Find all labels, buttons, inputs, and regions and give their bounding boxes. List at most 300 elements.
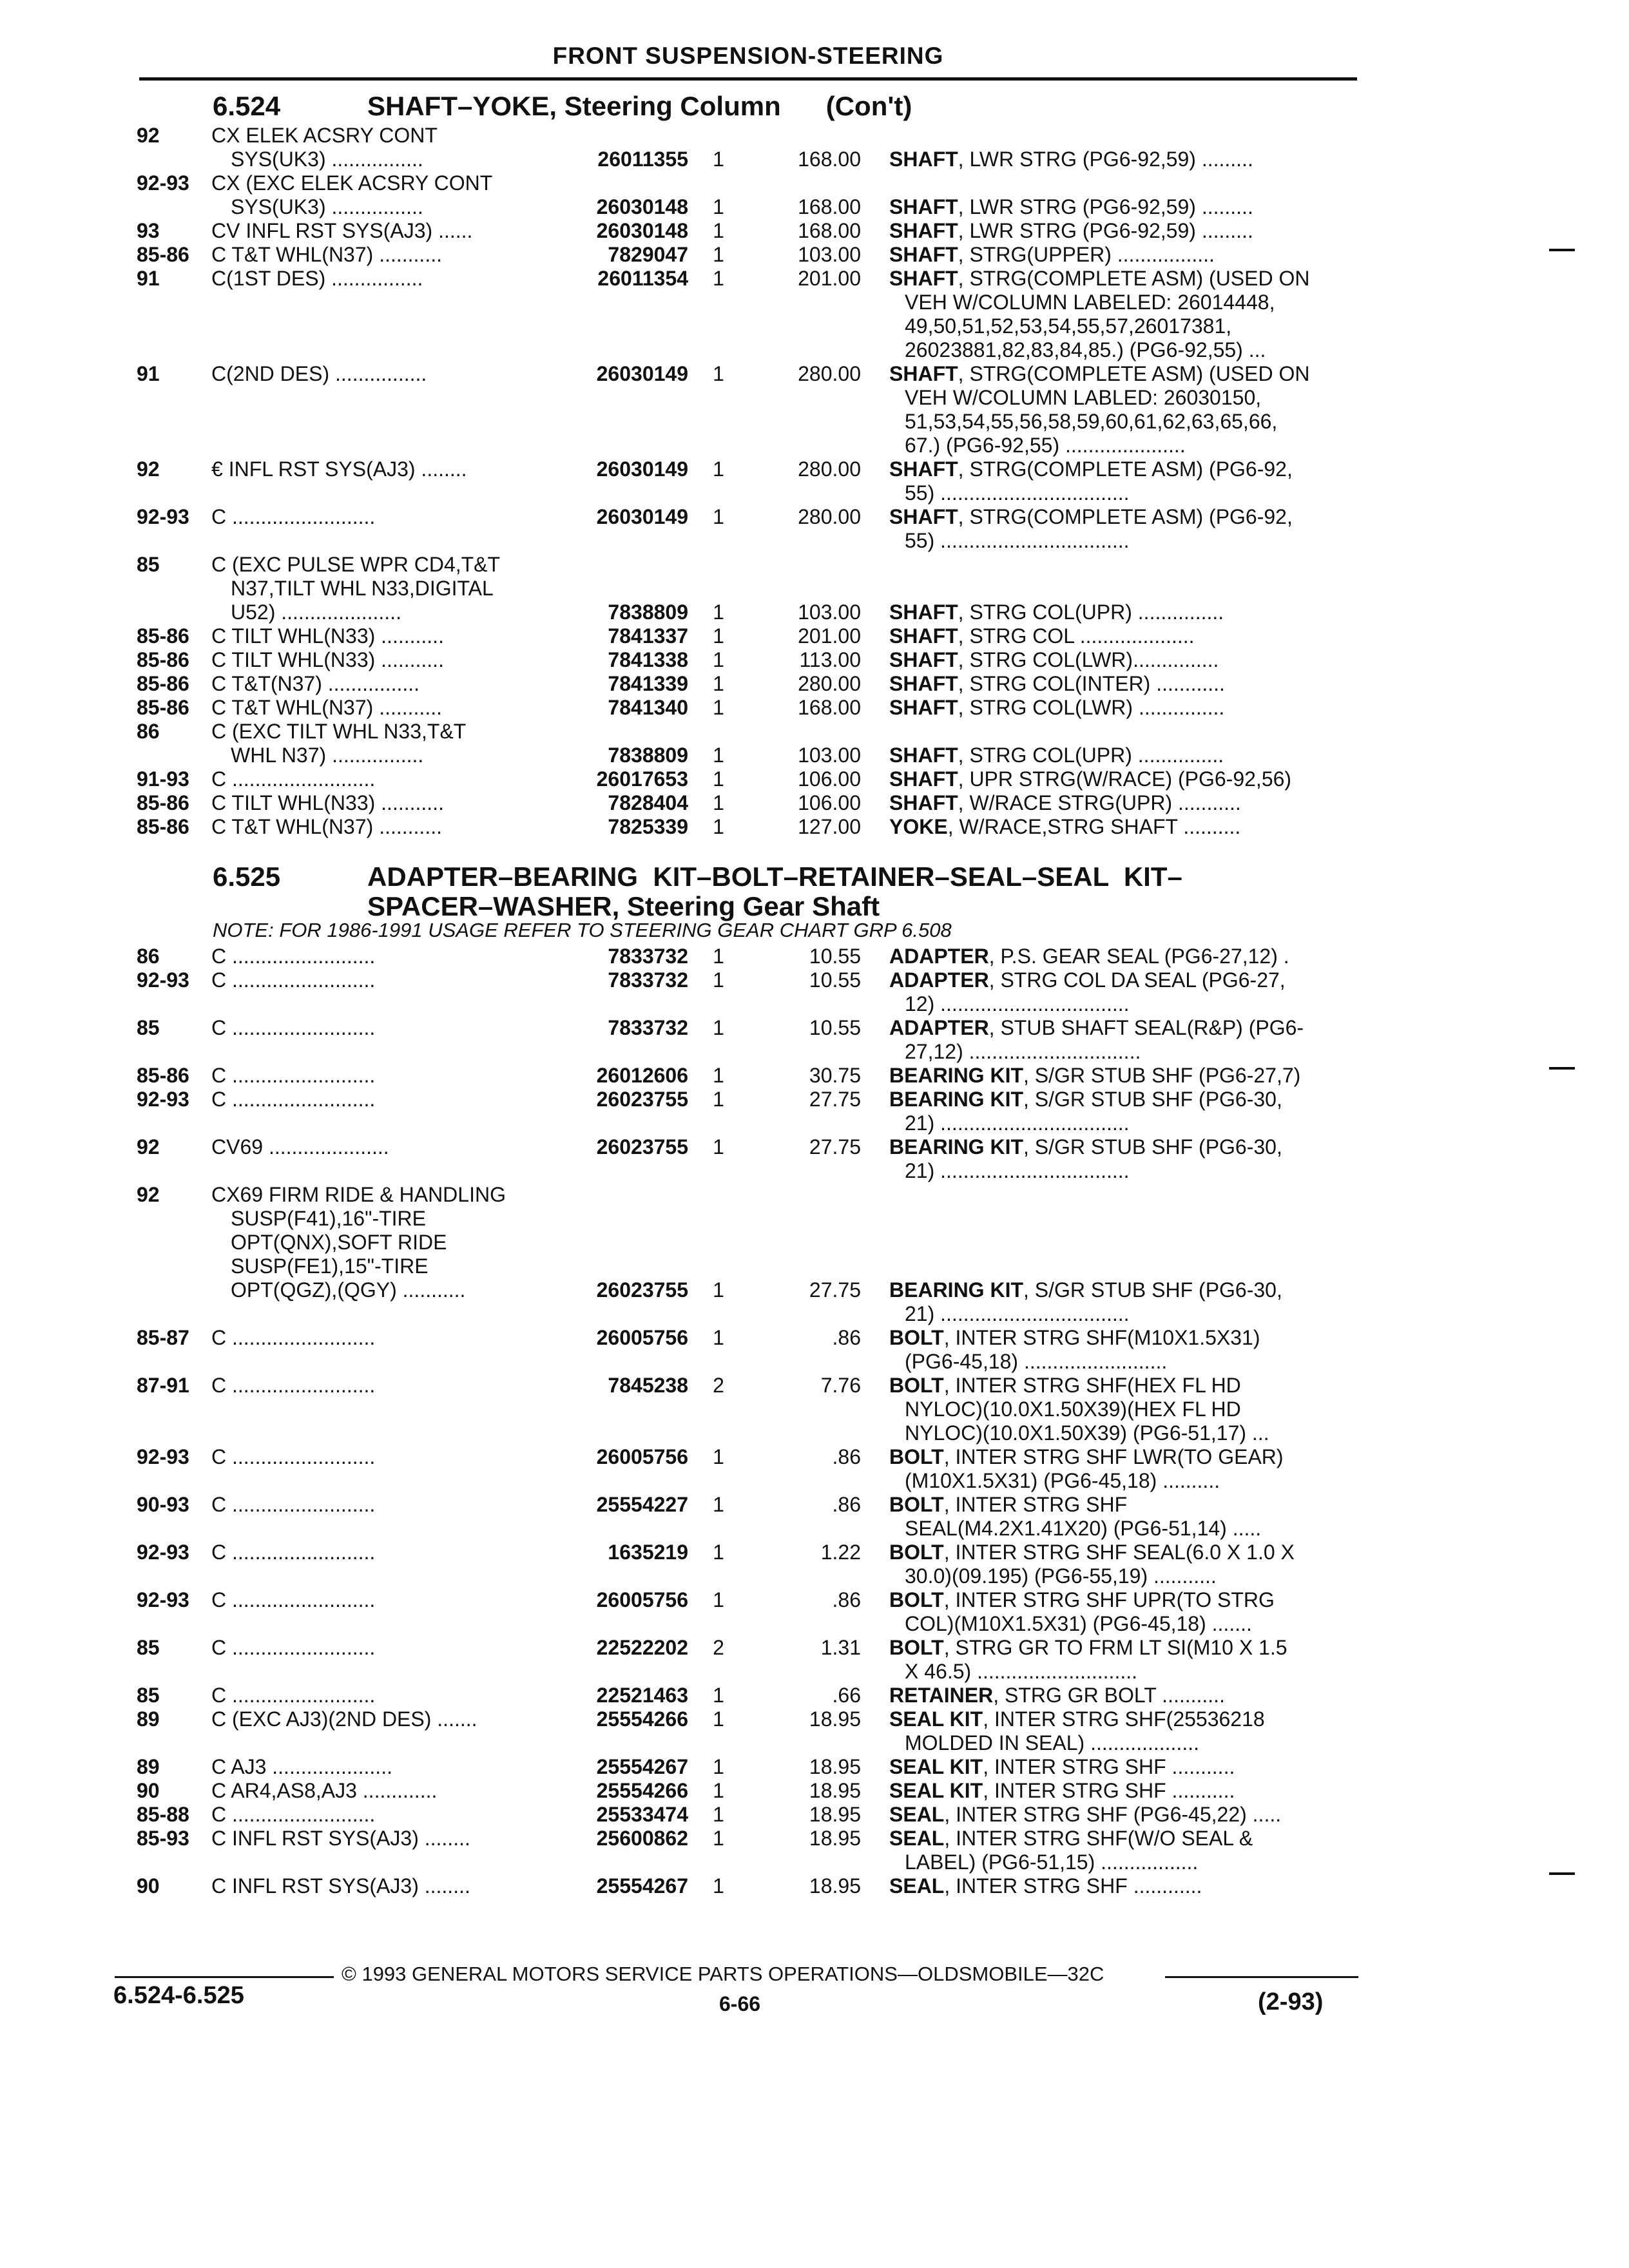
part-name — [889, 1779, 1353, 1803]
part-name-line — [889, 529, 1353, 553]
part-name-keyword: SHAFT — [889, 457, 958, 481]
part-number: 7845238 — [608, 1374, 688, 1397]
part-name-keyword: SEAL KIT — [889, 1755, 983, 1778]
quantity: 1 — [713, 1493, 724, 1516]
part-row — [0, 553, 1629, 624]
part-number: 22521463 — [596, 1684, 688, 1707]
part-name — [889, 148, 1353, 171]
part-name-line — [889, 1755, 1353, 1779]
model-year: 85-86 — [137, 648, 189, 671]
part-name-line — [889, 338, 1353, 362]
part-name-line — [889, 1064, 1353, 1088]
description-line: C(2ND DES) ................ — [211, 362, 427, 385]
part-name-text: , STRG COL(UPR) ............... — [958, 744, 1224, 767]
quantity: 1 — [713, 672, 724, 695]
part-name-line — [889, 1278, 1353, 1302]
part-name-text: 55) ................................. — [905, 481, 1130, 505]
list-price: 280.00 — [798, 362, 861, 385]
part-number: 7838809 — [608, 601, 688, 624]
quantity: 1 — [713, 267, 724, 290]
part-name-keyword: SEAL KIT — [889, 1707, 983, 1731]
description-line: CV INFL RST SYS(AJ3) ...... — [211, 219, 473, 242]
part-name-keyword: ADAPTER — [889, 1016, 989, 1039]
description-line: C ......................... — [211, 968, 376, 992]
description-line: C ......................... — [211, 1636, 376, 1659]
part-name-text: , STRG GR BOLT ........... — [993, 1684, 1225, 1707]
description-line: C INFL RST SYS(AJ3) ........ — [211, 1874, 470, 1898]
section-number: 6.524 — [213, 91, 281, 121]
part-number: 26030148 — [596, 195, 688, 218]
description-line: C ......................... — [211, 1374, 376, 1397]
part-name-line — [889, 481, 1353, 505]
part-name-line — [889, 1159, 1353, 1183]
part-name — [889, 1588, 1353, 1636]
part-name-line — [889, 457, 1353, 481]
quantity: 1 — [713, 1326, 724, 1349]
list-price: 18.95 — [809, 1827, 861, 1850]
part-name-line — [889, 410, 1353, 434]
part-name-text: 27,12) .............................. — [905, 1040, 1141, 1063]
part-number: 26005756 — [596, 1445, 688, 1468]
part-number: 26005756 — [596, 1326, 688, 1349]
part-name-keyword: BOLT — [889, 1541, 944, 1564]
part-number: 25554267 — [596, 1874, 688, 1898]
part-row — [0, 1016, 1629, 1064]
quantity: 1 — [713, 505, 724, 528]
quantity: 1 — [713, 219, 724, 242]
model-year: 92 — [137, 1135, 160, 1158]
description-line: CX69 FIRM RIDE & HANDLING — [211, 1183, 506, 1206]
part-name-line — [889, 815, 1353, 839]
part-name-keyword: SHAFT — [889, 767, 958, 791]
part-name — [889, 696, 1353, 720]
part-name-text: , UPR STRG(W/RACE) (PG6-92,56) — [958, 767, 1292, 791]
part-name-line — [889, 1088, 1353, 1111]
part-name — [889, 1803, 1353, 1827]
part-name-text: COL)(M10X1.5X31) (PG6-45,18) ....... — [905, 1612, 1252, 1635]
part-name-line — [889, 386, 1353, 410]
quantity: 1 — [713, 1684, 724, 1707]
footer-rule — [115, 1976, 334, 1978]
section-header — [213, 91, 912, 121]
part-number: 26017653 — [596, 767, 688, 791]
quantity: 1 — [713, 1064, 724, 1087]
description-line: U52) ..................... — [231, 601, 401, 624]
application-description — [211, 1779, 559, 1803]
model-year: 89 — [137, 1755, 160, 1778]
model-year: 90-93 — [137, 1493, 189, 1516]
part-name-line — [889, 1374, 1353, 1398]
model-year: 85 — [137, 1684, 160, 1707]
part-name-line — [889, 1731, 1353, 1755]
part-name-line — [889, 434, 1353, 457]
part-name-keyword: SHAFT — [889, 243, 958, 266]
part-row — [0, 457, 1629, 505]
part-name-text: , STRG COL(UPR) ............... — [958, 601, 1224, 624]
part-name-keyword: SHAFT — [889, 624, 958, 648]
part-name-line — [889, 267, 1353, 291]
part-name-line — [889, 1302, 1353, 1326]
part-name-line — [889, 1588, 1353, 1612]
description-line: C ......................... — [211, 1803, 376, 1826]
list-price: .86 — [832, 1445, 861, 1468]
application-description — [211, 243, 559, 267]
part-name-text: 51,53,54,55,56,58,59,60,61,62,63,65,66, — [905, 410, 1278, 433]
part-name — [889, 1135, 1353, 1183]
part-name-text: , S/GR STUB SHF (PG6-30, — [1023, 1278, 1282, 1302]
part-name-text: , INTER STRG SHF UPR(TO STRG — [943, 1588, 1275, 1611]
quantity: 1 — [713, 767, 724, 791]
application-description — [211, 1874, 559, 1898]
part-name — [889, 362, 1353, 457]
application-description — [211, 362, 559, 386]
part-name-line — [889, 1326, 1353, 1350]
part-row — [0, 1183, 1629, 1326]
application-description — [211, 767, 559, 791]
application-description — [211, 1445, 559, 1469]
model-year: 91 — [137, 267, 160, 290]
part-name-text: , W/RACE STRG(UPR) ........... — [958, 791, 1241, 814]
list-price: 113.00 — [799, 648, 861, 671]
part-name-keyword: SHAFT — [889, 791, 958, 814]
description-line: CX ELEK ACSRY CONT — [211, 124, 438, 147]
part-number: 25554227 — [596, 1493, 688, 1516]
application-description — [211, 267, 559, 291]
description-line: C ......................... — [211, 1445, 376, 1468]
model-year: 92-93 — [137, 171, 189, 195]
model-year: 92-93 — [137, 1445, 189, 1468]
model-year: 92-93 — [137, 1588, 189, 1611]
quantity: 1 — [713, 815, 724, 838]
part-name-line — [889, 1350, 1353, 1374]
part-number: 7833732 — [608, 968, 688, 992]
part-name — [889, 1278, 1353, 1326]
application-description — [211, 720, 559, 767]
part-name-text: 12) ................................. — [905, 992, 1130, 1015]
part-name-keyword: SEAL — [889, 1803, 945, 1826]
quantity: 1 — [713, 945, 724, 968]
description-line: SUSP(F41),16"-TIRE — [231, 1207, 426, 1230]
list-price: 280.00 — [798, 672, 861, 695]
part-name-line — [889, 696, 1353, 720]
part-row — [0, 1541, 1629, 1588]
list-price: 103.00 — [798, 744, 861, 767]
part-name-line — [889, 1541, 1353, 1564]
section-number: 6.525 — [213, 861, 281, 892]
list-price: 280.00 — [798, 457, 861, 481]
part-name-text: 49,50,51,52,53,54,55,57,26017381, — [905, 314, 1232, 338]
model-year: 85 — [137, 553, 160, 576]
part-row — [0, 945, 1629, 968]
quantity: 1 — [713, 968, 724, 992]
description-line: C ......................... — [211, 1493, 376, 1516]
description-line: WHL N37) ................ — [231, 744, 424, 767]
part-row — [0, 1445, 1629, 1493]
application-description — [211, 1755, 559, 1779]
list-price: 30.75 — [809, 1064, 861, 1087]
part-name-line — [889, 1135, 1353, 1159]
part-name-line — [889, 1850, 1353, 1874]
part-name-text: , INTER STRG SHF(W/O SEAL & — [944, 1827, 1253, 1850]
list-price: 18.95 — [809, 1874, 861, 1898]
application-description — [211, 1183, 559, 1302]
part-number: 7841338 — [608, 648, 688, 671]
part-name-line — [889, 148, 1353, 171]
part-name — [889, 672, 1353, 696]
part-name-keyword: ADAPTER — [889, 945, 989, 968]
application-description — [211, 1374, 559, 1398]
section-title: SHAFT–YOKE, Steering Column (Con't) — [367, 91, 912, 121]
description-line: C (EXC TILT WHL N33,T&T — [211, 720, 467, 743]
part-name-line — [889, 1469, 1353, 1493]
part-name-text: , INTER STRG SHF ........... — [983, 1779, 1235, 1802]
margin-mark — [1549, 249, 1575, 251]
section-note: NOTE: FOR 1986-1991 USAGE REFER TO STEERING GEAR CHART GRP 6.508 — [213, 919, 952, 941]
part-row — [0, 1088, 1629, 1135]
part-row — [0, 968, 1629, 1016]
list-price: 1.22 — [820, 1541, 861, 1564]
part-name-text: LABEL) (PG6-51,15) ................. — [905, 1850, 1199, 1874]
model-year: 89 — [137, 1707, 160, 1731]
list-price: 201.00 — [798, 624, 861, 648]
list-price: 127.00 — [798, 815, 861, 838]
part-name-text: VEH W/COLUMN LABELED: 26014448, — [905, 291, 1275, 314]
part-row — [0, 1755, 1629, 1779]
part-name — [889, 457, 1353, 505]
part-row — [0, 720, 1629, 767]
part-name-line — [889, 243, 1353, 267]
part-number: 26005756 — [596, 1588, 688, 1611]
list-price: 106.00 — [798, 791, 861, 814]
application-description — [211, 968, 559, 992]
application-description — [211, 1827, 559, 1850]
quantity: 1 — [713, 1135, 724, 1158]
part-row — [0, 672, 1629, 696]
part-name — [889, 1374, 1353, 1445]
part-name-keyword: SHAFT — [889, 267, 958, 290]
description-line: C T&T WHL(N37) ........... — [211, 696, 442, 719]
part-number: 26030148 — [596, 219, 688, 242]
part-name-text: , STRG(COMPLETE ASM) (PG6-92, — [958, 505, 1293, 528]
model-year: 85-93 — [137, 1827, 189, 1850]
part-name-line — [889, 362, 1353, 386]
part-name-line — [889, 1803, 1353, 1827]
part-name — [889, 1707, 1353, 1755]
part-number: 7841337 — [608, 624, 688, 648]
part-name-line — [889, 314, 1353, 338]
part-name — [889, 1016, 1353, 1064]
application-description — [211, 1684, 559, 1707]
application-description — [211, 1541, 559, 1564]
description-line: C ......................... — [211, 1588, 376, 1611]
quantity: 2 — [713, 1636, 724, 1659]
section-title: ADAPTER–BEARING KIT–BOLT–RETAINER–SEAL–SEAL KIT– — [367, 861, 1182, 892]
part-name-line — [889, 791, 1353, 815]
part-number: 26023755 — [596, 1088, 688, 1111]
part-name-text: , LWR STRG (PG6-92,59) ......... — [958, 219, 1253, 242]
part-row — [0, 696, 1629, 720]
part-row — [0, 1326, 1629, 1374]
quantity: 1 — [713, 696, 724, 719]
list-price: 106.00 — [798, 767, 861, 791]
application-description — [211, 1707, 559, 1731]
footer-rule — [1165, 1976, 1358, 1978]
list-price: 18.95 — [809, 1779, 861, 1802]
part-name-text: , S/GR STUB SHF (PG6-27,7) — [1023, 1064, 1301, 1087]
model-year: 92 — [137, 457, 160, 481]
part-name-text: , STRG(COMPLETE ASM) (PG6-92, — [958, 457, 1293, 481]
description-line: C TILT WHL(N33) ........... — [211, 624, 444, 648]
part-name-keyword: SHAFT — [889, 195, 958, 218]
part-name-line — [889, 767, 1353, 791]
description-line: C T&T WHL(N37) ........... — [211, 243, 442, 266]
quantity: 1 — [713, 1874, 724, 1898]
part-name-text: , LWR STRG (PG6-92,59) ......... — [958, 195, 1253, 218]
application-description — [211, 124, 559, 171]
description-line: C TILT WHL(N33) ........... — [211, 791, 444, 814]
part-name-text: , STRG(UPPER) ................. — [958, 243, 1215, 266]
list-price: 168.00 — [798, 148, 861, 171]
list-price: 27.75 — [809, 1088, 861, 1111]
list-price: 18.95 — [809, 1755, 861, 1778]
description-line: N37,TILT WHL N33,DIGITAL — [231, 577, 494, 600]
quantity: 1 — [713, 601, 724, 624]
part-name-line — [889, 744, 1353, 767]
quantity: 1 — [713, 148, 724, 171]
list-price: 27.75 — [809, 1135, 861, 1158]
part-name-text: , INTER STRG SHF (PG6-45,22) ..... — [944, 1803, 1282, 1826]
part-row — [0, 648, 1629, 672]
part-name — [889, 267, 1353, 362]
part-number: 7841339 — [608, 672, 688, 695]
application-description — [211, 505, 559, 529]
description-line: C ......................... — [211, 1326, 376, 1349]
part-number: 25554266 — [596, 1779, 688, 1802]
part-name-text: , STRG(COMPLETE ASM) (USED ON — [958, 267, 1310, 290]
quantity: 1 — [713, 1588, 724, 1611]
list-price: .86 — [832, 1493, 861, 1516]
part-name-keyword: BOLT — [889, 1374, 944, 1397]
part-name-text: 67.) (PG6-92,55) ..................... — [905, 434, 1186, 457]
part-name-line — [889, 672, 1353, 696]
part-number: 7838809 — [608, 744, 688, 767]
part-name-keyword: YOKE — [889, 815, 948, 838]
part-name-text: 21) ................................. — [905, 1111, 1130, 1135]
part-row — [0, 267, 1629, 362]
section-header — [213, 862, 1182, 921]
part-name-keyword: SEAL — [889, 1874, 945, 1898]
footer-section-range: 6.524-6.525 — [113, 1982, 244, 2009]
part-name-text: (M10X1.5X31) (PG6-45,18) .......... — [905, 1469, 1220, 1492]
quantity: 1 — [713, 1779, 724, 1802]
part-row — [0, 243, 1629, 267]
application-description — [211, 1088, 559, 1111]
description-line: OPT(QGZ),(QGY) ........... — [231, 1278, 466, 1302]
part-row — [0, 171, 1629, 219]
part-name — [889, 1827, 1353, 1874]
application-description — [211, 815, 559, 839]
list-price: 168.00 — [798, 696, 861, 719]
list-price: 201.00 — [798, 267, 861, 290]
list-price: .86 — [832, 1588, 861, 1611]
model-year: 92 — [137, 1183, 160, 1206]
part-number: 7829047 — [608, 243, 688, 266]
application-description — [211, 1803, 559, 1827]
description-line: CV69 ..................... — [211, 1135, 389, 1158]
section-title: SPACER–WASHER, Steering Gear Shaft — [367, 891, 880, 921]
model-year: 86 — [137, 720, 160, 743]
part-name-keyword: SEAL KIT — [889, 1779, 983, 1802]
part-name-text: , INTER STRG SHF — [943, 1493, 1128, 1516]
quantity: 1 — [713, 1088, 724, 1111]
list-price: 18.95 — [809, 1803, 861, 1826]
part-name — [889, 505, 1353, 553]
list-price: 280.00 — [798, 505, 861, 528]
part-name-line — [889, 1421, 1353, 1445]
part-name-line — [889, 1493, 1353, 1517]
description-line: C(1ST DES) ................ — [211, 267, 423, 290]
part-name — [889, 968, 1353, 1016]
list-price: 10.55 — [809, 968, 861, 992]
part-number: 26030149 — [596, 457, 688, 481]
part-name — [889, 1326, 1353, 1374]
part-name-text: , INTER STRG SHF ............ — [944, 1874, 1202, 1898]
part-name-keyword: BOLT — [889, 1326, 944, 1349]
quantity: 1 — [713, 1541, 724, 1564]
footer-date-code: (2-93) — [1258, 1988, 1324, 2015]
part-name-text: X 46.5) ............................ — [905, 1660, 1137, 1683]
part-number: 26011354 — [597, 267, 688, 290]
part-name-keyword: BEARING KIT — [889, 1135, 1023, 1158]
part-name-line — [889, 1612, 1353, 1636]
part-name-keyword: SEAL — [889, 1827, 945, 1850]
part-name-line — [889, 648, 1353, 672]
part-row — [0, 1636, 1629, 1684]
part-name-text: , INTER STRG SHF ........... — [983, 1755, 1235, 1778]
part-name-text: 30.0)(09.195) (PG6-55,19) ........... — [905, 1564, 1217, 1588]
part-name-text: , INTER STRG SHF(M10X1.5X31) — [943, 1326, 1260, 1349]
application-description — [211, 1493, 559, 1517]
part-name-keyword: SHAFT — [889, 696, 958, 719]
part-number: 25554266 — [596, 1707, 688, 1731]
description-line: C T&T(N37) ................ — [211, 672, 420, 695]
part-name-text: , STRG COL(LWR)............... — [958, 648, 1219, 671]
part-name-line — [889, 1874, 1353, 1898]
description-line: C ......................... — [211, 1541, 376, 1564]
description-line: OPT(QNX),SOFT RIDE — [231, 1231, 447, 1254]
part-name-keyword: SHAFT — [889, 648, 958, 671]
part-number: 7825339 — [608, 815, 688, 838]
list-price: 7.76 — [820, 1374, 861, 1397]
application-description — [211, 1636, 559, 1660]
application-description — [211, 1588, 559, 1612]
footer-page-number: 6-66 — [719, 1992, 761, 2015]
application-description — [211, 672, 559, 696]
part-row — [0, 1707, 1629, 1755]
description-line: C (EXC PULSE WPR CD4,T&T — [211, 553, 501, 576]
part-name-text: VEH W/COLUMN LABLED: 26030150, — [905, 386, 1262, 409]
part-name — [889, 791, 1353, 815]
part-name-text: 26023881,82,83,84,85.) (PG6-92,55) ... — [905, 338, 1266, 361]
part-name — [889, 1088, 1353, 1135]
description-line: C ......................... — [211, 505, 376, 528]
model-year: 92-93 — [137, 505, 189, 528]
part-number: 26012606 — [596, 1064, 688, 1087]
part-row — [0, 1064, 1629, 1088]
part-number: 7833732 — [608, 945, 688, 968]
model-year: 85-86 — [137, 672, 189, 695]
part-row — [0, 1374, 1629, 1445]
